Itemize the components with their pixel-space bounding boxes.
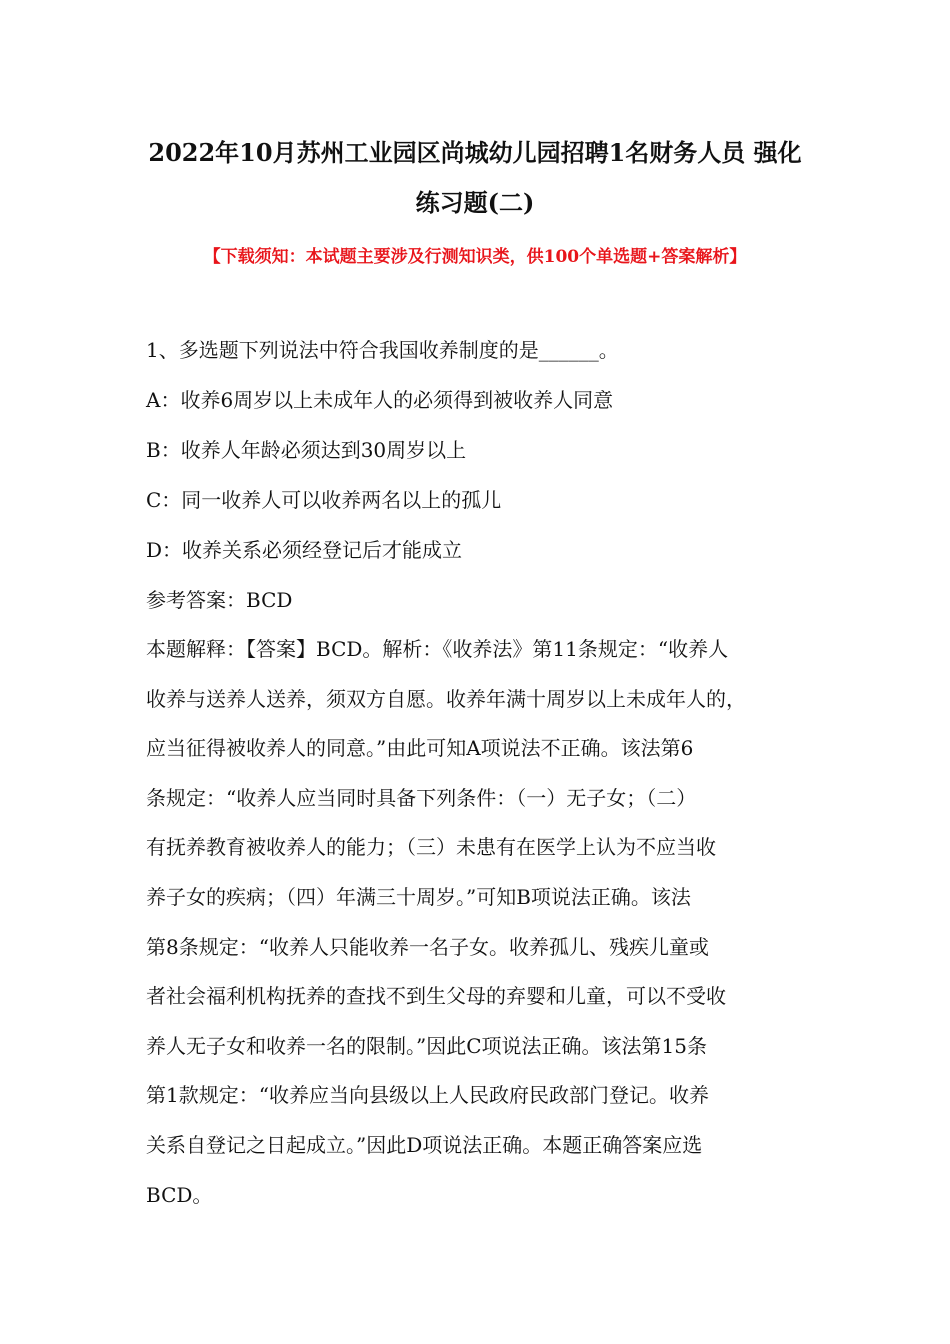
- option-b: B：收养人年龄必须达到30周岁以上: [146, 438, 467, 462]
- explanation-line: 者社会福利机构抚养的查找不到生父母的弃婴和儿童，可以不受收: [146, 984, 726, 1009]
- explanation: [146, 634, 836, 1229]
- explanation-line: 有抚养教育被收养人的能力；（三）未患有在医学上认为不应当收: [146, 835, 716, 860]
- explanation-line: 养人无子女和收养一名的限制。”因此C项说法正确。该法第15条: [146, 1033, 707, 1058]
- explanation-line: 第1款规定：“收养应当向县级以上人民政府民政部门登记。收养: [146, 1083, 709, 1108]
- explanation-line: 条规定：“收养人应当同时具备下列条件：（一）无子女；（二）: [146, 785, 697, 810]
- explanation-line: 关系自登记之日起成立。”因此D项说法正确。本题正确答案应选: [146, 1132, 703, 1157]
- option-c: C：同一收养人可以收养两名以上的孤儿: [146, 488, 502, 512]
- question-stem: 1、多选题下列说法中符合我国收养制度的是______。: [146, 338, 619, 362]
- explanation-line: 养子女的疾病；（四）年满三十周岁。”可知B项说法正确。该法: [146, 884, 691, 909]
- explanation-line: 收养与送养人送养，须双方自愿。收养年满十周岁以上未成年人的，: [146, 686, 746, 711]
- download-notice: 【下载须知：本试题主要涉及行测知识类，供100个单选题+答案解析】: [203, 247, 747, 267]
- explanation-line: 应当征得被收养人的同意。”由此可知A项说法不正确。该法第6: [146, 736, 694, 761]
- explanation-line: 第8条规定：“收养人只能收养一名子女。收养孤儿、残疾儿童或: [146, 934, 709, 959]
- title-line-2: 练习题(二): [415, 188, 535, 217]
- title-line-1: 2022年10月苏州工业园区尚城幼儿园招聘1名财务人员 强化: [148, 138, 802, 167]
- reference-answer: 参考答案：BCD: [146, 588, 293, 612]
- option-d: D：收养关系必须经登记后才能成立: [146, 538, 463, 562]
- explanation-line: BCD。: [146, 1182, 213, 1207]
- explanation-line: 本题解释：【答案】BCD。解析：《收养法》第11条规定：“收养人: [146, 637, 729, 661]
- option-a: A：收养6周岁以上未成年人的必须得到被收养人同意: [146, 388, 614, 412]
